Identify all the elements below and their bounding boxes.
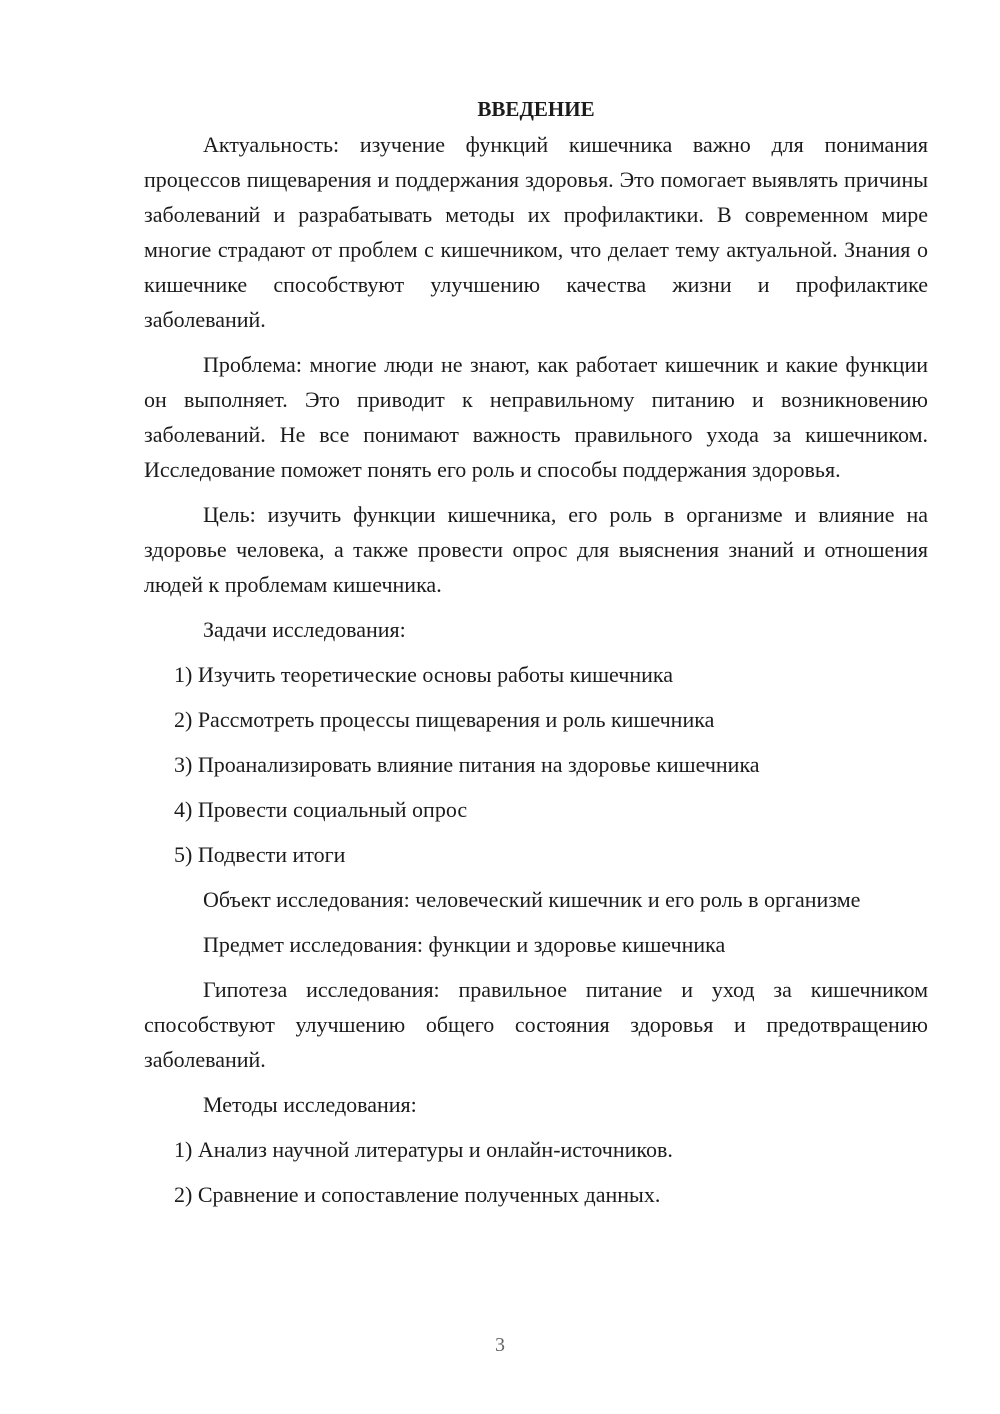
- hypothesis-paragraph: Гипотеза исследования: правильное питание и уход за кишечником способствуют улучшению общего состояния здоровья и предотвращению заболеваний.: [144, 977, 928, 1072]
- task-item: 4) Провести социальный опрос: [174, 797, 468, 822]
- goal-paragraph: Цель: изучить функции кишечника, его роль в организме и влияние на здоровье человека, а также провести опрос для выяснения знаний и отношения людей к проблемам кишечника.: [144, 502, 928, 597]
- page-title: ВВЕДЕНИЕ: [477, 97, 595, 121]
- methods-label: Методы исследования:: [203, 1092, 417, 1117]
- subject-paragraph: Предмет исследования: функции и здоровье кишечника: [203, 932, 726, 957]
- method-item: 2) Сравнение и сопоставление полученных данных.: [174, 1182, 661, 1207]
- method-item: 1) Анализ научной литературы и онлайн-источников.: [174, 1137, 673, 1162]
- object-paragraph: Объект исследования: человеческий кишечник и его роль в организме: [203, 887, 861, 912]
- task-item: 1) Изучить теоретические основы работы кишечника: [174, 662, 673, 687]
- relevance-paragraph: Актуальность: изучение функций кишечника важно для понимания процессов пищеварения и поддержания здоровья. Это помогает выявлять причины заболеваний и разрабатывать методы их профилактики. В современном мире многие страдают от проблем с кишечником, что делает тему актуальной. Знания о кишечнике способствуют улучшению качества жизни и профилактике заболеваний.: [144, 132, 928, 332]
- problem-paragraph: Проблема: многие люди не знают, как работает кишечник и какие функции он выполняет. Это приводит к неправильному питанию и возникновению заболеваний. Не все понимают важность правильного ухода за кишечником. Исследование поможет понять его роль и способы поддержания здоровья.: [144, 352, 928, 482]
- document-page: [144, 92, 928, 1222]
- task-item: 5) Подвести итоги: [174, 842, 346, 867]
- task-item: 2) Рассмотреть процессы пищеварения и роль кишечника: [174, 707, 715, 732]
- task-item: 3) Проанализировать влияние питания на здоровье кишечника: [174, 752, 760, 777]
- page-number: 3: [495, 1334, 505, 1356]
- tasks-label: Задачи исследования:: [203, 617, 406, 642]
